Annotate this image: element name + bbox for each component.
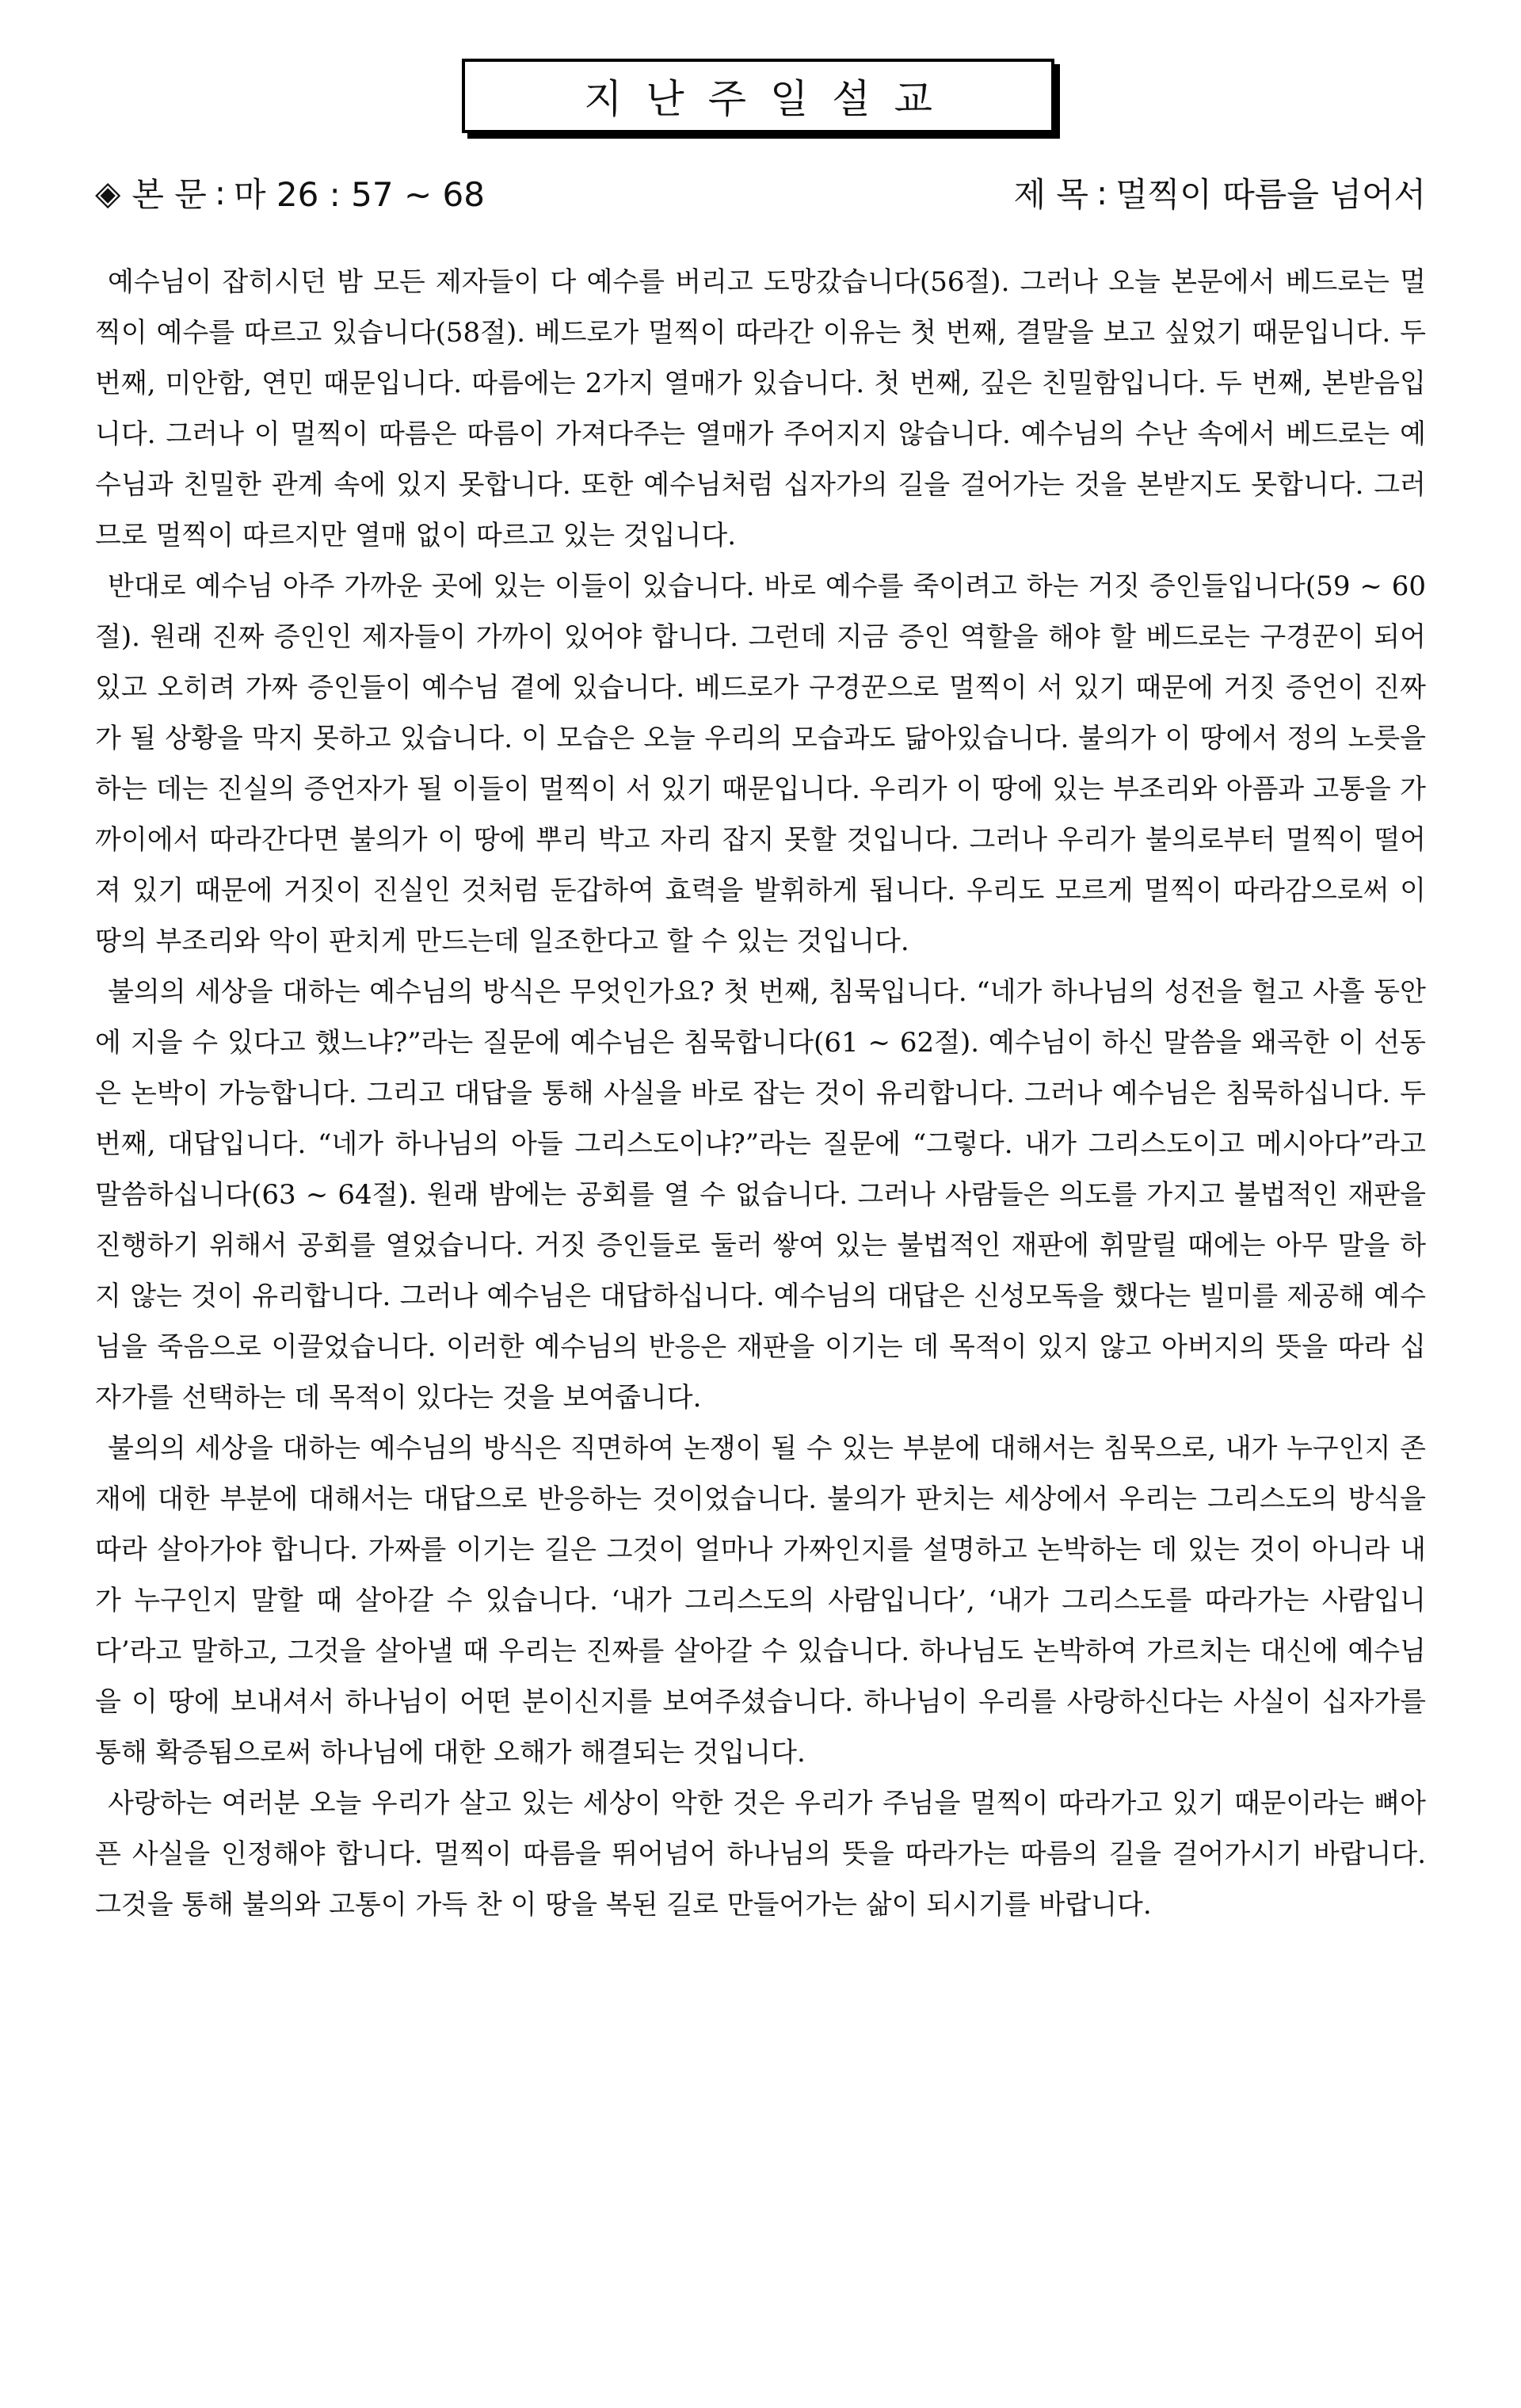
- sermon-paragraph-3: 불의의 세상을 대하는 예수님의 방식은 무엇인가요? 첫 번째, 침묵입니다. “네가 하나님의 성전을 헐고 사흘 동안에 지을 수 있다고 했느냐?”라는 질문에 예수님은 침묵합니다(61 ~ 62절). 예수님이 하신 말씀을 왜곡한 이 선동은 논박이 가능합니다. 그리고 대답을 통해 사실을 바로 잡는 것이 유리합니다. 그러나 예수님은 침묵하십니다. 두 번째, 대답입니다. “네가 하나님의 아들 그리스도이냐?”라는 질문에 “그렇다. 내가 그리스도이고 메시아다”라고 말씀하십니다(63 ~ 64절). 원래 밤에는 공회를 열 수 없습니다. 그러나 사람들은 의도를 가지고 불법적인 재판을 진행하기 위해서 공회를 열었습니다. 거짓 증인들로 둘러 쌓여 있는 불법적인 재판에 휘말릴 때에는 아무 말을 하지 않는 것이 유리합니다. 그러나 예수님은 대답하십니다. 예수님의 대답은 신성모독을 했다는 빌미를 제공해 예수님을 죽음으로 이끌었습니다. 이러한 예수님의 반응은 재판을 이기는 데 목적이 있지 않고 아버지의 뜻을 따라 십자가를 선택하는 데 목적이 있다는 것을 보여줍니다.: [95, 976, 1426, 1414]
- sermon-paragraph-5: 사랑하는 여러분 오늘 우리가 살고 있는 세상이 악한 것은 우리가 주님을 멀찍이 따라가고 있기 때문이라는 뼈아픈 사실을 인정해야 합니다. 멀찍이 따름을 뛰어넘어 하나님의 뜻을 따라가는 따름의 길을 걸어가시기 바랍니다. 그것을 통해 불의와 고통이 가득 찬 이 땅을 복된 길로 만들어가는 삶이 되시기를 바랍니다.: [95, 1788, 1426, 1921]
- scripture-colon: :: [214, 173, 226, 212]
- scripture-label: 본 문: [132, 175, 207, 214]
- scripture-value: 마 26 : 57 ~ 68: [233, 175, 485, 214]
- title-box: [462, 59, 1054, 133]
- scripture-reference: [95, 169, 485, 216]
- subject-label: 제 목: [1013, 175, 1088, 214]
- sermon-paragraph-1: 예수님이 잡히시던 밤 모든 제자들이 다 예수를 버리고 도망갔습니다(56절). 그러나 오늘 본문에서 베드로는 멀찍이 예수를 따르고 있습니다(58절). 베드로가 멀찍이 따라간 이유는 첫 번째, 결말을 보고 싶었기 때문입니다. 두 번째, 미안함, 연민 때문입니다. 따름에는 2가지 열매가 있습니다. 첫 번째, 깊은 친밀함입니다. 두 번째, 본받음입니다. 그러나 이 멀찍이 따름은 따름이 가져다주는 열매가 주어지지 않습니다. 예수님의 수난 속에서 베드로는 예수님과 친밀한 관계 속에 있지 못합니다. 또한 예수님처럼 십자가의 길을 걸어가는 것을 본받지도 못합니다. 그러므로 멀찍이 따르지만 열매 없이 따르고 있는 것입니다.: [95, 266, 1426, 551]
- page-title: 지난주일설교: [584, 76, 956, 122]
- sermon-info-row: [95, 165, 1426, 220]
- sermon-paragraph-2: 반대로 예수님 아주 가까운 곳에 있는 이들이 있습니다. 바로 예수를 죽이려고 하는 거짓 증인들입니다(59 ~ 60절). 원래 진짜 증인인 제자들이 가까이 있어야 합니다. 그런데 지금 증인 역할을 해야 할 베드로는 구경꾼이 되어 있고 오히려 가짜 증인들이 예수님 곁에 있습니다. 베드로가 구경꾼으로 멀찍이 서 있기 때문에 거짓 증언이 진짜가 될 상황을 막지 못하고 있습니다. 이 모습은 오늘 우리의 모습과도 닮아있습니다. 불의가 이 땅에서 정의 노릇을 하는 데는 진실의 증언자가 될 이들이 멀찍이 서 있기 때문입니다. 우리가 이 땅에 있는 부조리와 아픔과 고통을 가까이에서 따라간다면 불의가 이 땅에 뿌리 박고 자리 잡지 못할 것입니다. 그러나 우리가 불의로부터 멀찍이 떨어져 있기 때문에 거짓이 진실인 것처럼 둔갑하여 효력을 발휘하게 됩니다. 우리도 모르게 멀찍이 따라감으로써 이 땅의 부조리와 악이 판치게 만드는데 일조한다고 할 수 있는 것입니다.: [95, 571, 1426, 957]
- sermon-body: [95, 257, 1426, 1930]
- sermon-subject: [1013, 169, 1426, 216]
- subject-value: 멀찍이 따름을 넘어서: [1115, 175, 1426, 214]
- sermon-paragraph-4: 불의의 세상을 대하는 예수님의 방식은 직면하여 논쟁이 될 수 있는 부분에 대해서는 침묵으로, 내가 누구인지 존재에 대한 부분에 대해서는 대답으로 반응하는 것이었습니다. 불의가 판치는 세상에서 우리는 그리스도의 방식을 따라 살아가야 합니다. 가짜를 이기는 길은 그것이 얼마나 가짜인지를 설명하고 논박하는 데 있는 것이 아니라 내가 누구인지 말할 때 살아갈 수 있습니다. ‘내가 그리스도의 사람입니다’, ‘내가 그리스도를 따라가는 사람입니다’라고 말하고, 그것을 살아낼 때 우리는 진짜를 살아갈 수 있습니다. 하나님도 논박하여 가르치는 대신에 예수님을 이 땅에 보내셔서 하나님이 어떤 분이신지를 보여주셨습니다. 하나님이 우리를 사랑하신다는 사실이 십자가를 통해 확증됨으로써 하나님에 대한 오해가 해결되는 것입니다.: [95, 1433, 1426, 1769]
- subject-colon: :: [1096, 173, 1108, 212]
- diamond-bullet-icon: ◈: [95, 173, 121, 212]
